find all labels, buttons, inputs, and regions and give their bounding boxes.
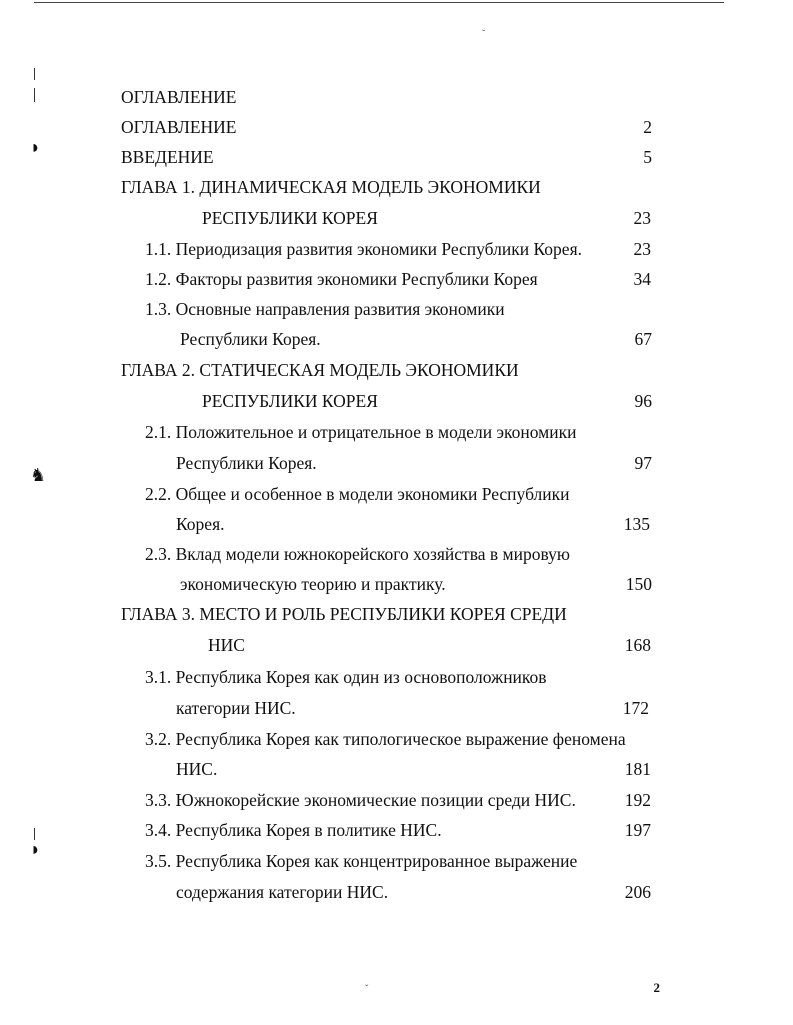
toc-entry-text: 2.3. Вклад модели южнокорейского хозяйства в мировую (145, 544, 570, 564)
toc-entry-page: 172 (622, 698, 649, 718)
toc-entry-text: ОГЛАВЛЕНИЕ (121, 117, 237, 137)
toc-entry-text: 3.4. Республика Корея в политике НИС. (145, 820, 442, 840)
toc-entry-text: Республики Корея. (176, 453, 317, 473)
toc-entry-text: 1.2. Факторы развития экономики Республики Корея (145, 269, 538, 289)
scan-mark (34, 68, 35, 80)
toc-entry-text: ВВЕДЕНИЕ (121, 147, 214, 167)
scan-speck: ˇ (365, 984, 369, 995)
scan-blob: ◗ (30, 839, 41, 859)
toc-entry-text: экономическую теорию и практику. (180, 574, 446, 594)
toc-entry-text: РЕСПУБЛИКИ КОРЕЯ (202, 208, 378, 228)
toc-entry-text: ГЛАВА 2. СТАТИЧЕСКАЯ МОДЕЛЬ ЭКОНОМИКИ (121, 360, 519, 380)
top-rule (34, 2, 724, 3)
toc-entry-text: 3.3. Южнокорейские экономические позиции среди НИС. (145, 790, 576, 810)
page-number: 2 (653, 980, 660, 995)
toc-entry-page: 23 (633, 208, 651, 228)
toc-entry-page: 96 (634, 391, 652, 411)
toc-entry-text: категории НИС. (176, 698, 296, 718)
toc-entry-page: 5 (643, 147, 652, 167)
toc-entry-page: 2 (643, 117, 652, 137)
toc-entry-text: 3.5. Республика Корея как концентрированное выражение (145, 851, 578, 871)
scan-blob: ♞ (30, 465, 47, 485)
toc-entry-text: РЕСПУБЛИКИ КОРЕЯ (202, 391, 378, 411)
scan-blob: ◗ (30, 137, 41, 157)
toc-entry-page: 206 (624, 882, 651, 902)
toc-entry-page: 67 (634, 329, 652, 349)
toc-entry-text: Корея. (176, 514, 225, 534)
toc-entry-page: 150 (625, 574, 652, 594)
toc-entry-text: 2.2. Общее и особенное в модели экономики Республики (145, 484, 570, 504)
toc-entry-text: 3.1. Республика Корея как один из основоположников (145, 667, 547, 687)
toc-heading: ОГЛАВЛЕНИЕ (121, 87, 237, 107)
toc-entry-text: 2.1. Положительное и отрицательное в модели экономики (145, 422, 577, 442)
toc-entry-text: НИС. (176, 759, 218, 779)
toc-entry-text: 1.3. Основные направления развития экономики (145, 299, 505, 319)
toc-entry-page: 181 (624, 759, 651, 779)
toc-entry-text: Республики Корея. (180, 329, 321, 349)
toc-entry-text: ГЛАВА 3. МЕСТО И РОЛЬ РЕСПУБЛИКИ КОРЕЯ СРЕДИ (121, 604, 567, 624)
toc-entry-text: 3.2. Республика Корея как типологическое выражение феномена (145, 729, 626, 749)
toc-entry-text: содержания категории НИС. (176, 882, 389, 902)
toc-entry-page: 192 (624, 790, 651, 810)
scan-mark (34, 88, 35, 102)
scan-speck: ˇ (482, 29, 486, 40)
toc-entry-text: НИС (208, 635, 245, 655)
toc-entry-text: ГЛАВА 1. ДИНАМИЧЕСКАЯ МОДЕЛЬ ЭКОНОМИКИ (121, 177, 541, 197)
toc-entry-page: 23 (633, 239, 651, 259)
toc-entry-page: 97 (634, 453, 652, 473)
toc-entry-page: 135 (623, 514, 650, 534)
toc-entry-page: 197 (624, 820, 651, 840)
toc-entry-page: 34 (633, 269, 651, 289)
toc-entry-text: 1.1. Периодизация развития экономики Республики Корея. (145, 239, 582, 259)
toc-entry-page: 168 (624, 635, 651, 655)
